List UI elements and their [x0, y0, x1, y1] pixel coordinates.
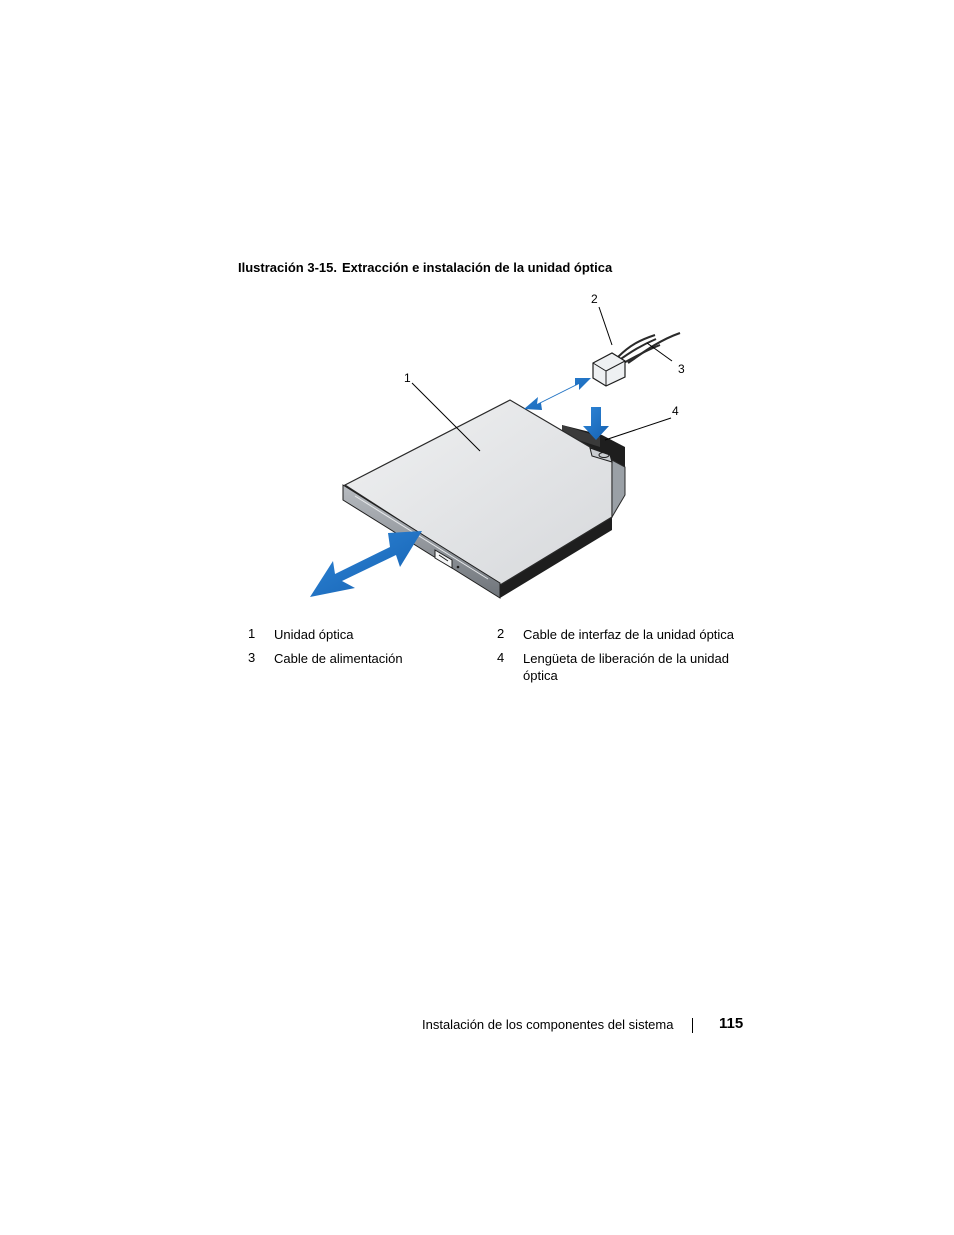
page-number: 115	[719, 1015, 744, 1032]
legend-number: 4	[497, 650, 505, 665]
callout-4: 4	[672, 404, 679, 418]
legend-text: Unidad óptica	[274, 627, 354, 642]
optical-drive-diagram	[300, 285, 700, 605]
callout-2: 2	[591, 292, 598, 306]
legend-text: Cable de interfaz de la unidad óptica	[523, 627, 735, 642]
figure-caption	[238, 260, 612, 275]
legend-number: 3	[248, 650, 256, 665]
callout-1: 1	[404, 371, 411, 385]
legend-text: Lengüeta de liberación de la unidad óptica	[523, 651, 730, 683]
optical-drive	[343, 400, 625, 598]
connector-motion-arrow	[524, 378, 591, 410]
legend-row	[238, 650, 738, 690]
figure-number: Ilustración 3-15.	[238, 260, 337, 275]
legend-text: Cable de alimentación	[274, 651, 403, 666]
footer-section-title: Instalación de los componentes del sistema	[422, 1017, 674, 1032]
callout-leader-2	[599, 307, 612, 345]
footer-separator	[692, 1018, 693, 1033]
legend-number: 1	[248, 626, 256, 641]
callout-leader-4	[605, 418, 671, 440]
page-footer	[0, 1015, 954, 1037]
callout-3: 3	[678, 362, 685, 376]
legend-number: 2	[497, 626, 505, 641]
optical-drive-illustration	[300, 285, 700, 605]
figure-legend	[238, 626, 738, 690]
legend-row	[238, 626, 738, 650]
interface-cable-connector	[593, 335, 660, 386]
drive-motion-arrow	[310, 531, 422, 597]
figure-title: Extracción e instalación de la unidad óptica	[342, 260, 613, 275]
